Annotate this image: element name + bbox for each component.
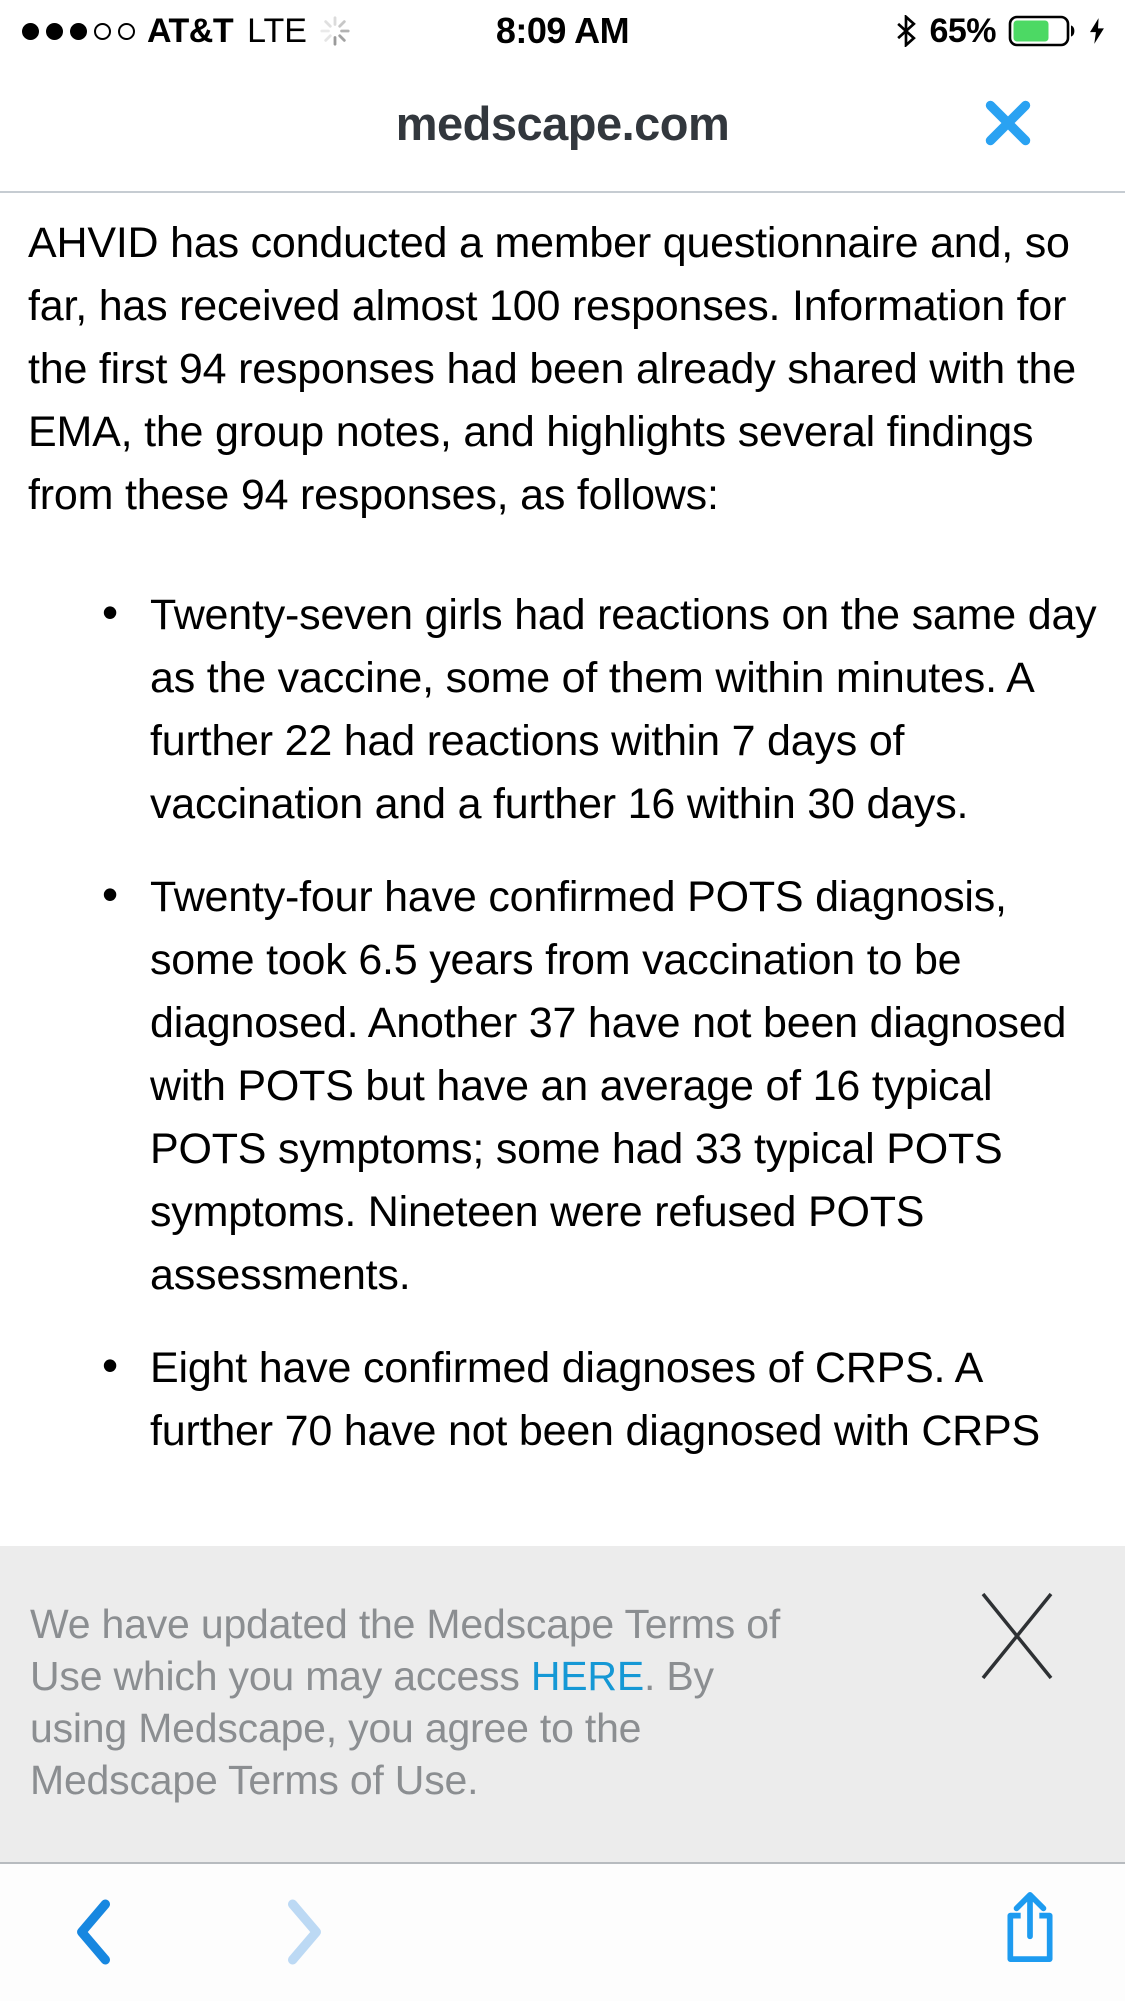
- status-bar-left: [22, 12, 351, 51]
- list-item: • Twenty-seven girls had reactions on the same day as the vaccine, some of them within minutes. A further 22 had reactions within 7 days of vaccination and a further 16 within 30 days.: [150, 584, 1097, 836]
- page-title: medscape.com: [395, 97, 730, 150]
- terms-text: [30, 1598, 805, 1806]
- activity-spinner-icon: [319, 15, 351, 47]
- signal-dot: [118, 23, 135, 40]
- battery-percent-label: 65%: [929, 11, 996, 50]
- header-divider: [0, 191, 1125, 193]
- bluetooth-icon: [895, 15, 917, 47]
- here-link[interactable]: HERE: [530, 1653, 644, 1699]
- terms-of-use-banner: [0, 1546, 1125, 1864]
- signal-dot: [94, 23, 111, 40]
- signal-dot: [22, 23, 39, 40]
- chevron-left-icon: [72, 1898, 114, 1966]
- list-item: • Eight have confirmed diagnoses of CRPS. A further 70 have not been diagnosed with CRPS: [150, 1337, 1097, 1463]
- status-bar-right: [895, 12, 1105, 51]
- carrier-label: AT&T: [147, 11, 234, 50]
- back-button[interactable]: [72, 1898, 114, 1966]
- share-icon: [1001, 1888, 1059, 1966]
- share-button[interactable]: [1001, 1888, 1059, 1966]
- clock: 8:09 AM: [495, 10, 630, 51]
- findings-list: [28, 584, 1097, 1463]
- list-item: • Twenty-four have confirmed POTS diagnosis, some took 6.5 years from vaccination to be diagnosed. Another 37 have not been diagnosed with POTS but have an average of 16 typical POTS symptoms; some had 33 typical POTS symptoms. Nineteen were refused POTS assessments.: [150, 866, 1097, 1307]
- cell-signal-icon: [22, 23, 135, 40]
- chevron-right-icon: [284, 1898, 326, 1966]
- forward-button[interactable]: [284, 1898, 326, 1966]
- in-app-browser-header: [0, 56, 1125, 191]
- terms-text-segment: We have updated the Medscape Terms of Use which you may access: [30, 1601, 781, 1699]
- charging-bolt-icon: [1090, 18, 1105, 44]
- battery-icon: [1008, 14, 1078, 48]
- signal-dot: [70, 23, 87, 40]
- banner-close-x-icon: [971, 1586, 1063, 1686]
- banner-close-button[interactable]: [971, 1586, 1063, 1686]
- network-type-label: LTE: [247, 11, 307, 50]
- status-bar: [0, 0, 1125, 56]
- intro-paragraph: AHVID has conducted a member questionnaire and, so far, has received almost 100 responses. Information for the first 94 responses had been already shared with the EMA, the group notes, and highlights several findings from these 94 responses, as follows:: [28, 219, 1076, 519]
- close-x-icon: [977, 92, 1039, 154]
- browser-toolbar: [0, 1862, 1125, 2001]
- article-content: [28, 212, 1097, 1493]
- close-button[interactable]: [977, 92, 1039, 154]
- terms-text-segment: . By using Medscape, you agree to the Medscape Terms of Use.: [30, 1653, 714, 1803]
- signal-dot: [46, 23, 63, 40]
